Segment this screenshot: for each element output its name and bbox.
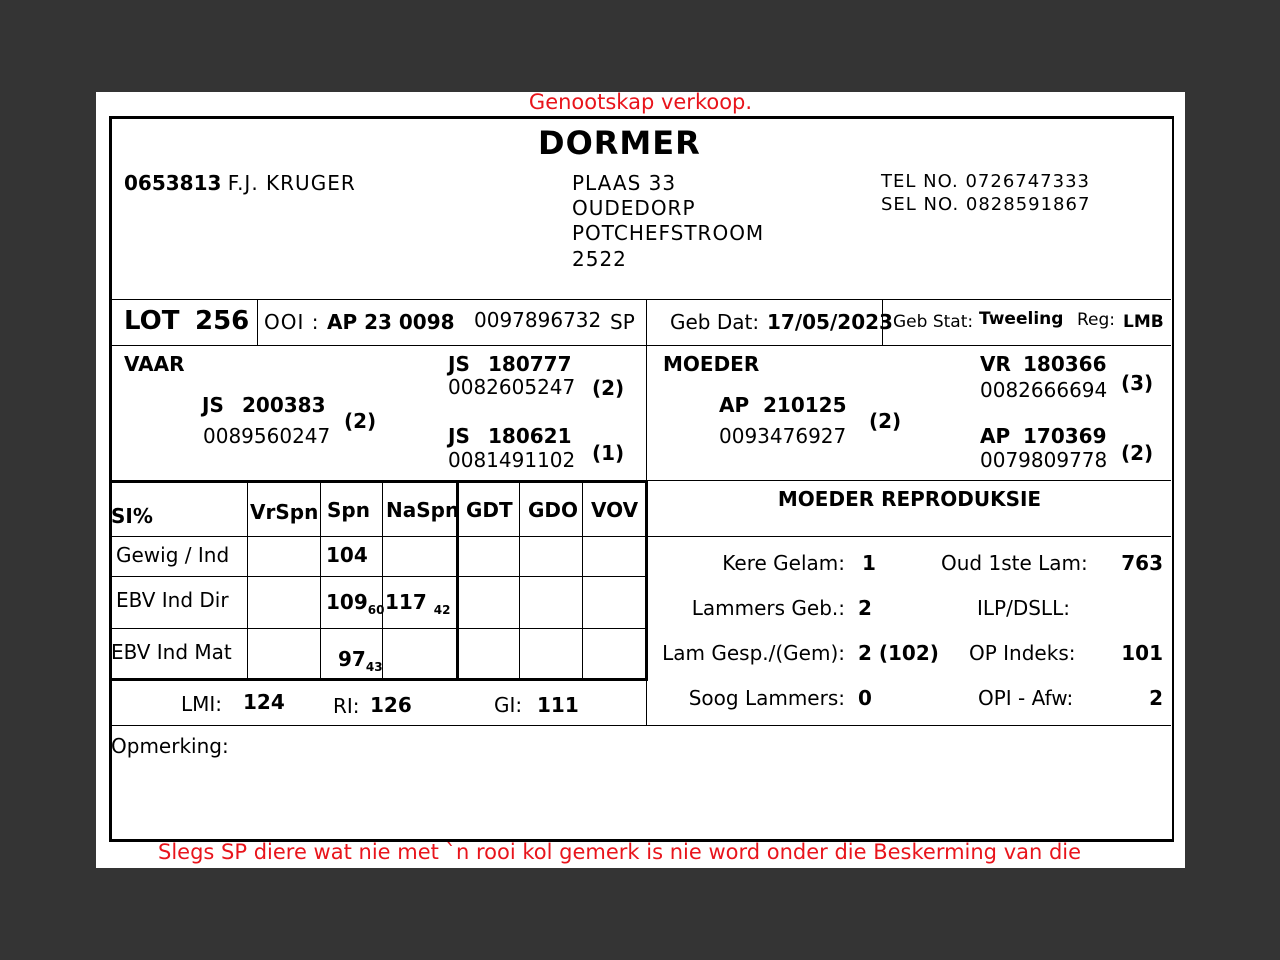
address-line-4: 2522 (572, 247, 627, 271)
owner-id: 0653813 (124, 171, 222, 195)
gesp-value: 2 (102) (858, 641, 939, 665)
address-line-2: OUDEDORP (572, 196, 696, 220)
dam-label: MOEDER (663, 352, 760, 376)
rule-row2 (111, 628, 648, 629)
birth-label: Geb Dat: (670, 310, 760, 334)
dam-code: AP (719, 393, 750, 417)
rule-owner (111, 299, 1171, 300)
row-label-gewig: Gewig / Ind (116, 543, 230, 567)
rule-row3 (111, 678, 648, 681)
row-gewig-spn: 104 (326, 543, 368, 567)
ri-label: RI: (333, 694, 360, 718)
rule-row1 (111, 576, 648, 577)
sire-sire-count: (2) (592, 376, 625, 400)
si-corner-label: SI% (111, 504, 153, 528)
rule-col6 (582, 482, 583, 680)
sire-code: JS (202, 393, 224, 417)
opi-label: OPI - Afw: (978, 686, 1074, 710)
rule-col2 (320, 482, 321, 680)
col-vrspn: VrSpn (250, 500, 319, 524)
footer-note: Slegs SP diere wat nie met `n rooi kol gemerk is nie word onder die Beskerming van die (158, 840, 1082, 864)
row-label-ebv-mat: EBV Ind Mat (111, 640, 232, 664)
row-ebv-mat-spn-acc: 43 (365, 660, 383, 674)
dam-reg: 0093476927 (719, 424, 847, 448)
rule-table-head (111, 536, 648, 537)
dam-dam-reg: 0079809778 (980, 448, 1108, 472)
soog-value: 0 (858, 686, 872, 710)
dam-sire-reg: 0082666694 (980, 378, 1108, 402)
sire-sire-code: JS (448, 352, 470, 376)
reg-label: Reg: (1077, 310, 1116, 330)
rule-pedigree-right (648, 480, 1171, 481)
repro-title: MOEDER REPRODUKSIE (777, 487, 1042, 511)
row-ebv-dir-spn: $109_{60}$ (326, 590, 385, 617)
ooi-number: 0097896732 (474, 308, 602, 332)
dam-sire-code: VR (980, 352, 1011, 376)
rule-index (111, 725, 1171, 726)
tel-number: TEL NO. 0726747333 (881, 171, 1090, 192)
ilp-label: ILP/DSLL: (977, 596, 1070, 620)
col-spn: Spn (327, 498, 370, 522)
op-value: 101 (1121, 641, 1163, 665)
sire-count: (2) (344, 409, 377, 433)
gesp-label: Lam Gesp./(Gem): (662, 641, 845, 665)
ooi-id: AP 23 0098 (327, 310, 455, 334)
sel-number: SEL NO. 0828591867 (881, 194, 1091, 215)
sire-label: VAAR (124, 352, 185, 376)
col-gdo: GDO (528, 498, 579, 522)
lmi-label: LMI: (181, 692, 223, 716)
sire-sire-num: 180777 (488, 352, 572, 376)
row-ebv-dir-naspn-acc: 42 (433, 603, 451, 617)
ri-value: 126 (370, 693, 412, 717)
sire-num: 200383 (242, 393, 326, 417)
dam-count: (2) (869, 409, 902, 433)
dam-num: 210125 (763, 393, 847, 417)
kere-value: 1 (862, 551, 876, 575)
lot-label: LOT (124, 306, 180, 336)
address-line-3: POTCHEFSTROOM (572, 221, 765, 245)
soog-label: Soog Lammers: (688, 686, 845, 710)
sire-dam-count: (1) (592, 441, 625, 465)
dam-dam-code: AP (980, 424, 1011, 448)
kere-label: Kere Gelam: (722, 551, 845, 575)
owner-line (124, 171, 356, 195)
birth-status-label: Geb Stat: (893, 312, 974, 332)
birth-status-value: Tweeling (979, 309, 1064, 329)
col-naspn: NaSpn (386, 498, 460, 522)
rule-repro-head (648, 536, 1171, 537)
rule-lot (111, 345, 1171, 346)
address-line-1: PLAAS 33 (572, 171, 677, 195)
rule-col5 (519, 482, 520, 680)
rule-lot-v (257, 299, 258, 345)
rule-pedigree-left (111, 480, 648, 483)
dam-sire-num: 180366 (1023, 352, 1107, 376)
gi-value: 111 (537, 693, 579, 717)
col-vov: VOV (591, 498, 639, 522)
oud-label: Oud 1ste Lam: (941, 551, 1088, 575)
opi-value: 2 (1149, 686, 1163, 710)
breed-title: DORMER (538, 124, 701, 162)
row-ebv-mat-spn: $97_{43}$ (338, 647, 383, 674)
row-label-ebv-dir: EBV Ind Dir (116, 588, 229, 612)
oud-value: 763 (1121, 551, 1163, 575)
op-label: OP Indeks: (969, 641, 1076, 665)
lmi-value: 124 (243, 690, 285, 714)
header-note: Genootskap verkoop. (528, 90, 753, 114)
lot-number: 256 (195, 306, 250, 336)
remark-label: Opmerking: (111, 734, 229, 758)
gi-label: GI: (494, 693, 523, 717)
birth-date: 17/05/2023 (767, 310, 893, 334)
sire-sire-reg: 0082605247 (448, 375, 576, 399)
lammers-label: Lammers Geb.: (691, 596, 845, 620)
ooi-class: SP (610, 310, 635, 334)
dam-dam-num: 170369 (1023, 424, 1107, 448)
row-ebv-dir-spn-acc: 60 (367, 603, 385, 617)
col-gdt: GDT (466, 498, 513, 522)
reg-value: LMB (1123, 312, 1164, 332)
ooi-label: OOI : (264, 310, 320, 334)
sire-dam-num: 180621 (488, 424, 572, 448)
sire-dam-reg: 0081491102 (448, 448, 576, 472)
rule-col1 (247, 482, 248, 680)
lammers-value: 2 (858, 596, 872, 620)
sale-card (96, 92, 1185, 868)
dam-sire-count: (3) (1121, 371, 1154, 395)
sire-dam-code: JS (448, 424, 470, 448)
row-ebv-dir-naspn: 117 $_{42}$ (385, 590, 451, 617)
sire-reg: 0089560247 (203, 424, 331, 448)
dam-dam-count: (2) (1121, 441, 1154, 465)
owner-name: F.J. KRUGER (227, 171, 356, 195)
rule-col7 (645, 482, 648, 680)
